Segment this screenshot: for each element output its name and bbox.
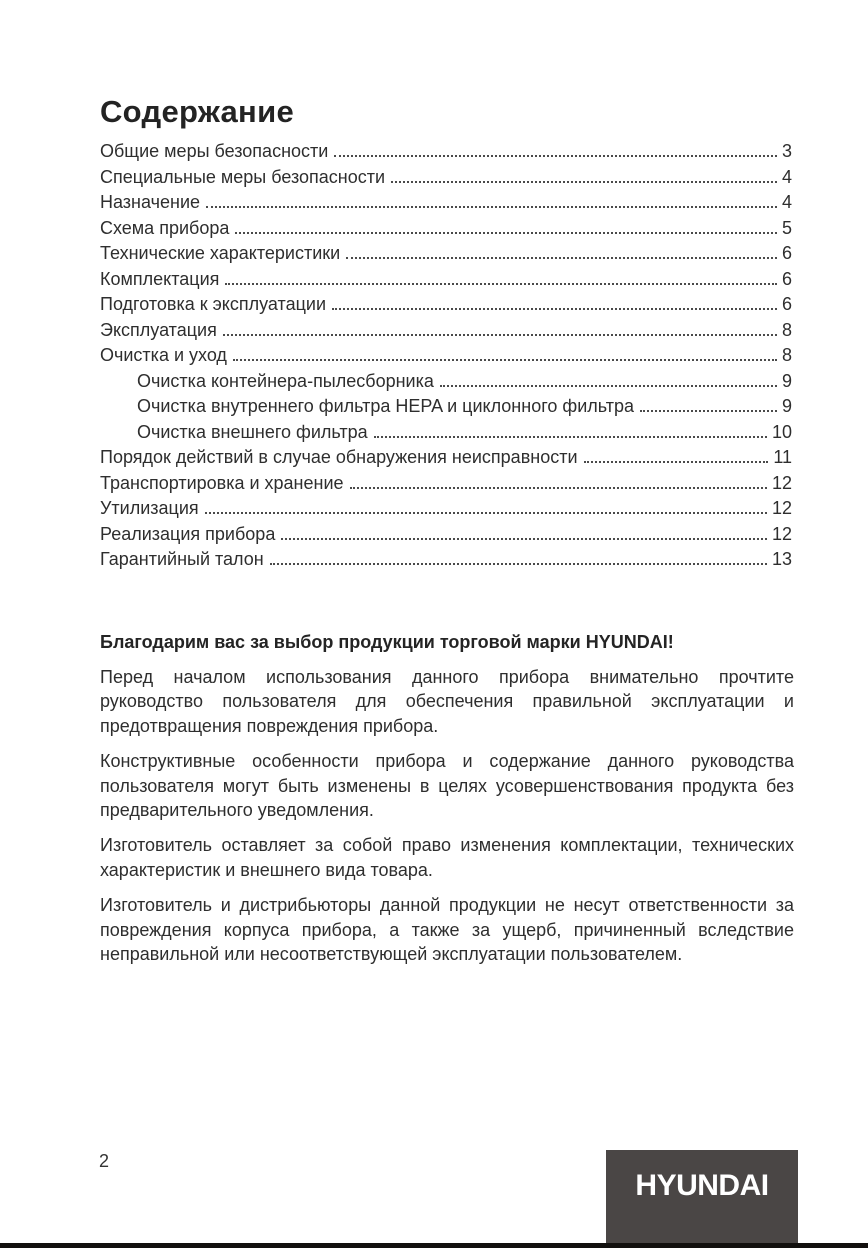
toc-entry-label: Подготовка к эксплуатации <box>100 294 327 314</box>
toc-row <box>100 141 792 167</box>
toc-row <box>100 396 792 422</box>
toc-dot-leader <box>374 436 767 438</box>
table-of-contents <box>100 94 792 575</box>
toc-page-number: 10 <box>771 421 792 442</box>
toc-entry-label: Очистка внутреннего фильтра HEPA и циклонного фильтра <box>137 396 634 416</box>
toc-dot-leader <box>332 308 777 310</box>
toc-entry-label: Гарантийный талон <box>100 549 264 569</box>
toc-row <box>100 524 792 550</box>
toc-dot-leader <box>270 563 767 565</box>
toc-entry-label: Комплектация <box>100 268 220 289</box>
toc-row <box>100 269 792 295</box>
toc-entry-label: Транспортировка и хранение <box>100 472 344 493</box>
toc-row <box>100 294 792 320</box>
intro-paragraph: Перед началом использования данного прибора внимательно прочтите руководство пользователя для обеспечения правильной эксплуатации и предотвращения повреждения прибора. <box>100 667 794 736</box>
toc-page-number: 6 <box>781 268 792 289</box>
intro-paragraph: Изготовитель и дистрибьюторы данной продукции не несут ответственности за повреждения корпуса прибора, а также за ущерб, причиненный вследствие неправильной или несоответствующей эксплуатации пользователем. <box>100 895 794 965</box>
toc-page-number: 6 <box>781 243 792 263</box>
toc-row <box>100 218 792 244</box>
toc-page-number: 12 <box>771 472 792 493</box>
toc-page-number: 5 <box>781 217 792 238</box>
toc-entry-label: Общие меры безопасности <box>100 141 329 161</box>
toc-dot-leader <box>205 512 767 514</box>
toc-dot-leader <box>640 410 777 412</box>
toc-entry-label: Утилизация <box>100 498 199 518</box>
toc-dot-leader <box>235 232 777 234</box>
bottom-edge-strip <box>0 1243 868 1248</box>
toc-dot-leader <box>440 385 777 387</box>
toc-list <box>100 141 792 575</box>
toc-row <box>100 167 792 193</box>
toc-page-number: 12 <box>771 498 792 518</box>
hyundai-logo-box <box>606 1150 798 1244</box>
toc-row <box>100 345 792 371</box>
toc-dot-leader <box>206 206 777 208</box>
toc-dot-leader <box>233 359 777 361</box>
toc-dot-leader <box>584 461 769 463</box>
toc-dot-leader <box>391 181 777 183</box>
toc-page-number: 9 <box>781 396 792 416</box>
intro-section <box>100 632 794 977</box>
toc-entry-label: Очистка контейнера-пылесборника <box>137 370 434 391</box>
toc-row <box>100 447 792 473</box>
toc-dot-leader <box>225 283 777 285</box>
toc-dot-leader <box>334 155 777 157</box>
toc-row <box>100 549 792 575</box>
toc-dot-leader <box>350 487 767 489</box>
toc-entry-label: Технические характеристики <box>100 243 341 263</box>
toc-page-number: 9 <box>781 370 792 391</box>
toc-row <box>100 192 792 218</box>
toc-row <box>100 243 792 269</box>
toc-page-number: 6 <box>781 294 792 314</box>
intro-paragraph: Конструктивные особенности прибора и содержание данного руководства пользователя могут быть изменены в целях усовершенствования продукта без предварительного уведомления. <box>100 751 794 821</box>
hyundai-logo-text: HYUNDAI <box>635 1169 769 1202</box>
toc-entry-label: Схема прибора <box>100 217 230 238</box>
toc-page-number: 13 <box>771 549 792 569</box>
toc-title: Содержание <box>100 94 294 129</box>
intro-paragraph: Изготовитель оставляет за собой право изменения комплектации, технических характеристик и внешнего вида товара. <box>100 835 794 880</box>
toc-entry-label: Специальные меры безопасности <box>100 166 386 187</box>
toc-dot-leader <box>223 334 777 336</box>
toc-dot-leader <box>281 538 767 540</box>
intro-heading: Благодарим вас за выбор продукции торговой марки HYUNDAI! <box>100 632 674 652</box>
intro-paragraphs <box>100 665 794 966</box>
toc-row <box>100 422 792 448</box>
toc-entry-label: Очистка и уход <box>100 345 227 365</box>
toc-page-number: 8 <box>781 345 792 365</box>
toc-entry-label: Назначение <box>100 192 201 212</box>
toc-page-number: 4 <box>781 166 792 187</box>
toc-page-number: 3 <box>781 141 792 161</box>
toc-page-number: 8 <box>781 319 792 340</box>
toc-row <box>100 473 792 499</box>
toc-entry-label: Реализация прибора <box>100 523 276 544</box>
toc-entry-label: Эксплуатация <box>100 319 217 340</box>
toc-row <box>100 371 792 397</box>
toc-entry-label: Очистка внешнего фильтра <box>137 421 368 442</box>
toc-row <box>100 320 792 346</box>
toc-page-number: 4 <box>781 192 792 212</box>
toc-dot-leader <box>346 257 777 259</box>
toc-row <box>100 498 792 524</box>
toc-entry-label: Порядок действий в случае обнаружения неисправности <box>100 447 578 467</box>
toc-page-number: 11 <box>773 447 792 467</box>
page-number: 2 <box>99 1151 110 1171</box>
toc-page-number: 12 <box>771 523 792 544</box>
